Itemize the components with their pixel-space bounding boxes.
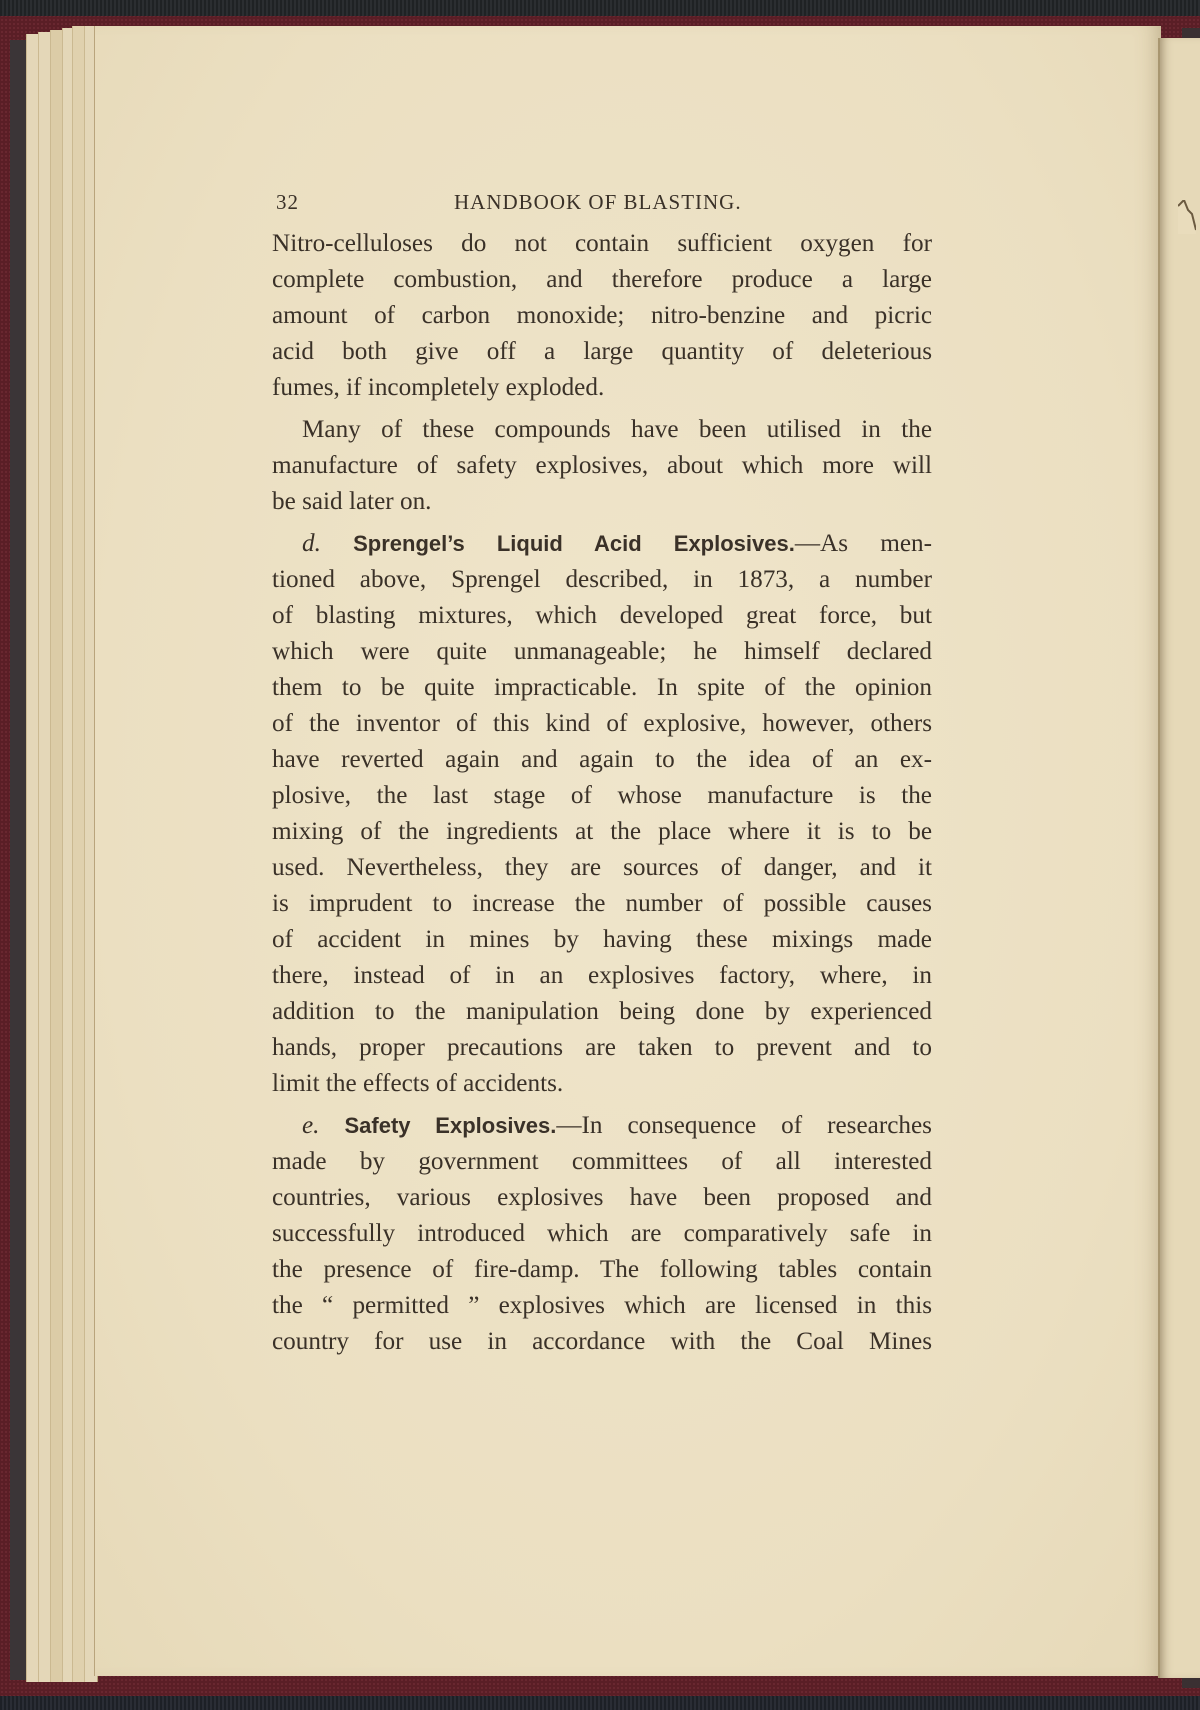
text-line: used. Nevertheless, they are sources of danger, and it (272, 854, 932, 881)
text-line: of the inventor of this kind of explosive, however, others (272, 710, 932, 737)
section-first-line (272, 526, 932, 562)
text-line: limit the effects of accidents. (272, 1070, 564, 1097)
page-tear-icon (1178, 200, 1196, 234)
section-heading: Safety Explosives. (344, 1113, 557, 1138)
text-line: fumes, if incompletely exploded. (272, 374, 605, 401)
running-title: HANDBOOK OF BLASTING. (454, 190, 742, 214)
text-line: Many of these compounds have been utilised in the (302, 416, 932, 443)
text-line: the “ permitted ” explosives which are licensed in this (272, 1292, 932, 1319)
text-line: amount of carbon monoxide; nitro-benzine and picric (272, 302, 932, 329)
text-line: complete combustion, and therefore produce a large (272, 266, 932, 293)
text-line: them to be quite impracticable. In spite of the opinion (272, 674, 932, 701)
cloth-spine-bottom (0, 1696, 1200, 1710)
text-line: country for use in accordance with the Coal Mines (272, 1328, 932, 1355)
section-letter: e. (302, 1112, 320, 1139)
text-line: of blasting mixtures, which developed great force, but (272, 602, 932, 629)
text-line: which were quite unmanageable; he himself declared (272, 638, 932, 665)
text-line: hands, proper precautions are taken to prevent and to (272, 1034, 932, 1061)
text-run: —In consequence of researches (556, 1112, 932, 1139)
text-line: is imprudent to increase the number of possible causes (272, 890, 932, 917)
text-line: tioned above, Sprengel described, in 1873, a number (272, 566, 932, 593)
text-line: there, instead of in an explosives factory, where, in (272, 962, 932, 989)
page-number: 32 (276, 190, 299, 214)
section-e-safety (272, 1108, 932, 1360)
text-line: successfully introduced which are comparatively safe in (272, 1220, 932, 1247)
text-line: acid both give off a large quantity of deleterious (272, 338, 932, 365)
text-line: be said later on. (272, 488, 432, 515)
running-head (272, 186, 932, 226)
text-run: —As men- (794, 530, 933, 557)
section-d-sprengel (272, 526, 932, 1102)
section-first-line (272, 1108, 932, 1144)
text-line: countries, various explosives have been proposed and (272, 1184, 932, 1211)
text-line: Nitro-celluloses do not contain sufficient oxygen for (272, 230, 932, 257)
paragraph-2 (272, 412, 932, 520)
text-line: have reverted again and again to the idea of an ex- (272, 746, 932, 773)
cloth-spine-top (0, 0, 1200, 16)
paragraph-1 (272, 226, 932, 406)
text-line: addition to the manipulation being done by experienced (272, 998, 932, 1025)
text-line: plosive, the last stage of whose manufacture is the (272, 782, 932, 809)
section-letter: d. (302, 530, 321, 557)
text-line: made by government committees of all interested (272, 1148, 932, 1175)
text-line: manufacture of safety explosives, about which more will (272, 452, 932, 479)
text-line: of accident in mines by having these mixings made (272, 926, 932, 953)
text-line: mixing of the ingredients at the place where it is to be (272, 818, 932, 845)
facing-page-edge (1158, 38, 1200, 1678)
text-line: the presence of fire-damp. The following tables contain (272, 1256, 932, 1283)
page-text (272, 186, 932, 1360)
section-heading: Sprengel’s Liquid Acid Explosives. (353, 531, 795, 556)
